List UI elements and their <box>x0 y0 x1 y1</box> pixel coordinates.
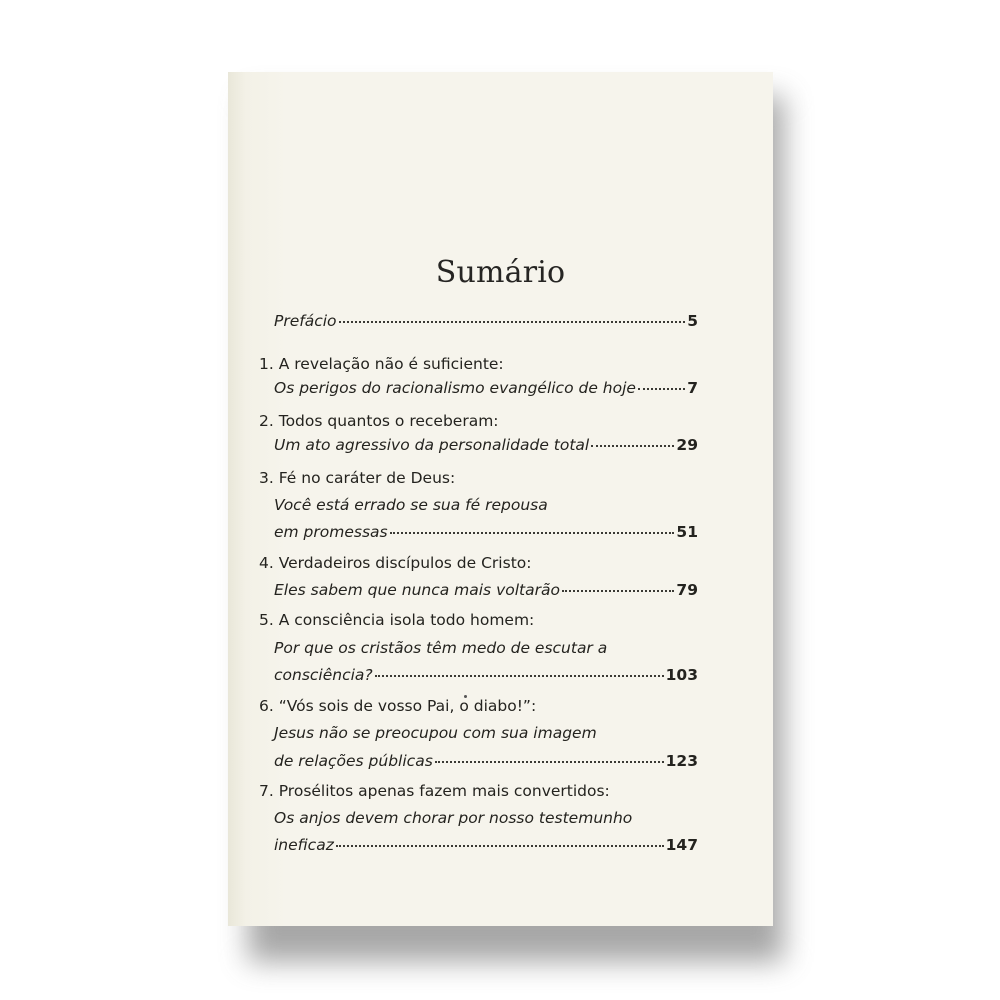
toc-page-number: 123 <box>665 752 698 770</box>
toc-chapter-heading <box>259 553 531 573</box>
toc-chapter-subtitle-line <box>274 665 698 685</box>
dot-leader <box>591 433 674 447</box>
chapter-number: 6. <box>259 697 274 715</box>
toc-chapter-subtitle-line <box>274 808 632 828</box>
toc-chapter-subtitle-line <box>274 378 698 398</box>
toc-chapter-subtitle-line <box>274 751 698 771</box>
toc-chapter-subtitle-line <box>274 835 698 855</box>
dot-leader <box>339 309 686 323</box>
chapter-number: 5. <box>259 611 274 629</box>
toc-chapter-subtitle-line <box>274 723 597 743</box>
chapter-number: 4. <box>259 554 274 572</box>
book-page <box>228 72 773 926</box>
dot-leader <box>390 520 675 534</box>
dot-leader <box>336 833 664 847</box>
chapter-subtitle-text: consciência? <box>274 666 373 684</box>
chapter-number: 3. <box>259 469 274 487</box>
page-title: Sumário <box>435 255 566 290</box>
toc-page-number: 5 <box>687 312 698 330</box>
chapter-heading-text: Fé no caráter de Deus: <box>278 469 456 487</box>
dot-leader <box>638 376 685 390</box>
chapter-subtitle-text: Os perigos do racionalismo evangélico de hoje <box>274 379 636 397</box>
chapter-subtitle-text: Eles sabem que nunca mais voltarão <box>274 581 560 599</box>
toc-chapter-heading <box>259 468 455 488</box>
toc-chapter-heading <box>259 354 504 374</box>
toc-chapter-subtitle-line <box>274 580 698 600</box>
chapter-number: 7. <box>259 782 274 800</box>
toc-chapter-subtitle-line <box>274 495 548 515</box>
chapter-heading-text: Prosélitos apenas fazem mais convertidos: <box>278 782 610 800</box>
chapter-subtitle-text: Você está errado se sua fé repousa <box>274 496 548 514</box>
toc-page-number: 7 <box>687 379 698 397</box>
toc-page-number: 103 <box>665 666 698 684</box>
dot-leader <box>375 663 664 677</box>
chapter-heading-text: Verdadeiros discípulos de Cristo: <box>278 554 532 572</box>
toc-chapter-subtitle-line <box>274 522 698 542</box>
chapter-heading-text: “Vós sois de vosso Pai, o diabo!”: <box>278 697 537 715</box>
chapter-subtitle-text: ineficaz <box>274 836 334 854</box>
chapter-subtitle-text: em promessas <box>274 523 388 541</box>
toc-page-number: 147 <box>665 836 698 854</box>
chapter-heading-text: A consciência isola todo homem: <box>278 611 535 629</box>
toc-chapter-heading <box>259 411 499 431</box>
toc-chapter-heading <box>259 610 534 630</box>
toc-page-number: 51 <box>676 523 698 541</box>
chapter-heading-text: A revelação não é suficiente: <box>278 355 504 373</box>
toc-preface-line <box>274 311 698 331</box>
chapter-number: 2. <box>259 412 274 430</box>
toc-chapter-subtitle-line <box>274 638 607 658</box>
toc-chapter-heading <box>259 696 536 716</box>
chapter-heading-text: Todos quantos o receberam: <box>278 412 499 430</box>
toc-page-number: 79 <box>676 581 698 599</box>
chapter-subtitle-text: Jesus não se preocupou com sua imagem <box>274 724 597 742</box>
dot-leader <box>562 578 674 592</box>
table-of-contents <box>228 72 773 926</box>
chapter-subtitle-text: Por que os cristãos têm medo de escutar a <box>274 639 608 657</box>
dot-leader <box>435 749 664 763</box>
toc-page-number: 29 <box>676 436 698 454</box>
toc-chapter-subtitle-line <box>274 435 698 455</box>
chapter-number: 1. <box>259 355 274 373</box>
chapter-subtitle-text: Os anjos devem chorar por nosso testemunho <box>274 809 633 827</box>
toc-chapter-heading <box>259 781 610 801</box>
chapter-subtitle-text: de relações públicas <box>274 752 433 770</box>
chapter-subtitle-text: Um ato agressivo da personalidade total <box>274 436 590 454</box>
toc-preface-title: Prefácio <box>274 312 337 330</box>
